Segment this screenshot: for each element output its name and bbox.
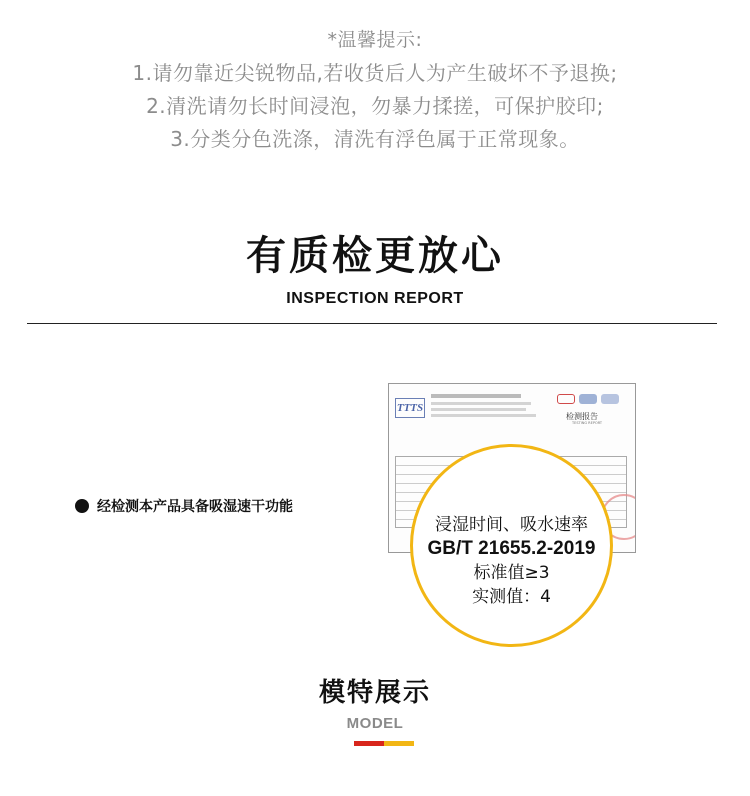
- accent-bar-red: [354, 741, 384, 746]
- section-divider: [27, 323, 717, 324]
- test-item-label: 浸湿时间、吸水速率: [435, 515, 588, 535]
- model-header: [0, 675, 750, 732]
- inspection-subtitle: INSPECTION REPORT: [286, 290, 464, 307]
- feature-text: 经检测本产品具备吸湿速干功能: [97, 499, 293, 515]
- report-org-line: [431, 394, 521, 398]
- bullet-icon: [75, 499, 89, 513]
- notice-heading: *温馨提示:: [327, 29, 423, 51]
- report-subtitle: TESTING REPORT: [572, 421, 603, 425]
- notice-line-1: 1.请勿靠近尖锐物品,若收货后人为产生破坏不予退换;: [132, 61, 618, 85]
- ilac-mark-icon: [579, 394, 597, 404]
- magnifier-callout: [410, 444, 613, 647]
- inspection-header: [0, 230, 750, 308]
- cma-mark-icon: [557, 394, 575, 404]
- feature-item: [75, 496, 293, 516]
- measured-value: 实测值：4: [472, 587, 551, 607]
- model-title: 模特展示: [318, 678, 431, 708]
- model-accent-bar: [354, 741, 414, 746]
- report-org-line: [431, 402, 531, 405]
- standard-value: 标准值≥3: [473, 563, 550, 583]
- notice-line-3: 3.分类分色洗涤，清洗有浮色属于正常现象。: [170, 127, 580, 151]
- notice-line-2: 2.清洗请勿长时间浸泡，勿暴力揉搓，可保护胶印;: [146, 94, 604, 118]
- report-org-line: [431, 408, 526, 411]
- accent-bar-yellow: [384, 741, 414, 746]
- care-notice: [0, 24, 750, 156]
- test-standard: GB/T 21655.2-2019: [427, 538, 596, 559]
- inspection-title: 有质检更放心: [246, 233, 504, 279]
- report-title: 检测报告: [566, 412, 598, 421]
- cnas-mark-icon: [601, 394, 619, 404]
- report-org-line: [431, 414, 536, 417]
- ttts-logo: TTTS: [395, 398, 425, 418]
- model-subtitle: MODEL: [346, 715, 404, 732]
